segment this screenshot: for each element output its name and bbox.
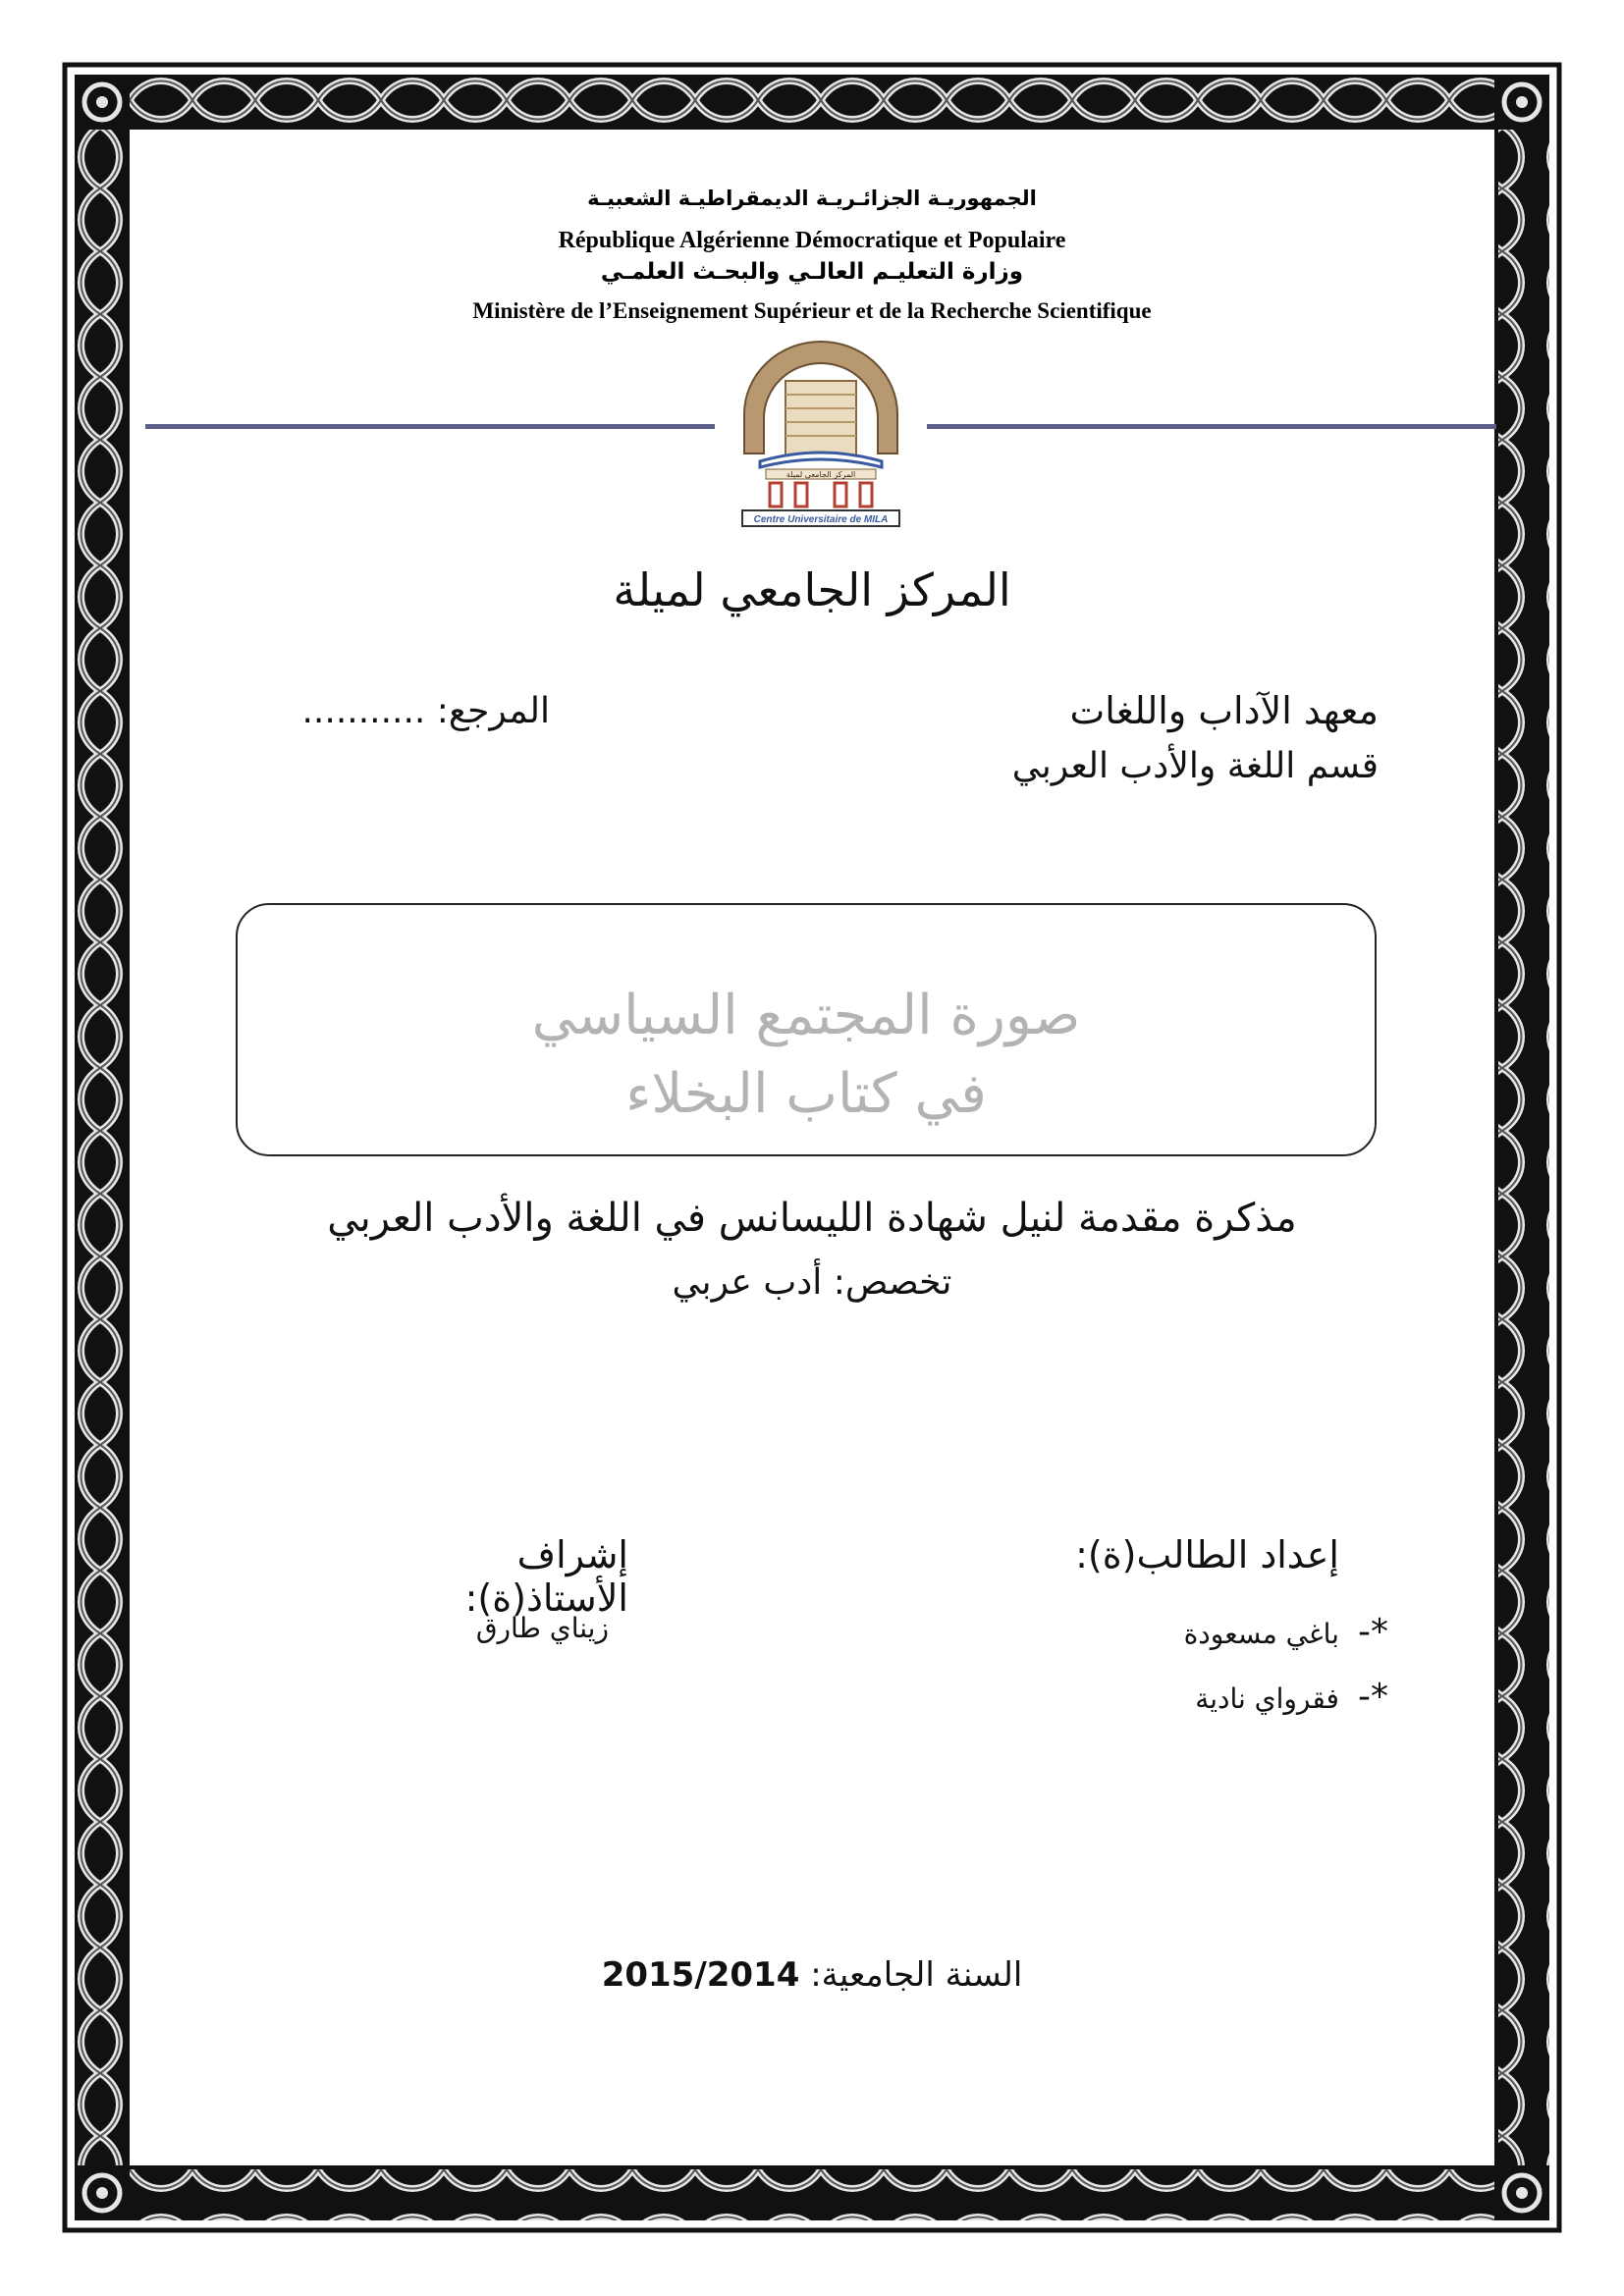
- thesis-title-line1: صورة المجتمع السياسي: [531, 984, 1081, 1047]
- ministry-arabic: وزارة التعليـم العالـي والبحـث العلمـي: [600, 259, 1024, 285]
- university-logo: [732, 338, 909, 528]
- academic-year-label: السنة الجامعية:: [810, 1955, 1023, 1995]
- students-heading: إعداد الطالب(ة):: [1075, 1533, 1339, 1576]
- student-list-item: [897, 1677, 1388, 1717]
- bullet-marker: *-: [1358, 1612, 1388, 1652]
- supervisor-name: زيناي طارق: [475, 1612, 609, 1644]
- academic-year-value: 2015/2014: [601, 1955, 800, 1995]
- republic-arabic: الجمهوريـة الجزائـريـة الديمقراطيـة الشعبيـة: [587, 187, 1037, 210]
- logo-caption: Centre Universitaire de MILA: [753, 514, 889, 525]
- thesis-title-line2: في كتاب البخلاء: [625, 1062, 987, 1126]
- institute-name: معهد الآداب واللغات: [1069, 689, 1379, 732]
- corner-medallion-icon: [75, 2165, 130, 2220]
- thesis-purpose: مذكرة مقدمة لنيل شهادة الليسانس في اللغة والأدب العربي: [327, 1196, 1297, 1241]
- header-rule-left: [145, 424, 715, 429]
- republic-french: République Algérienne Démocratique et Populaire: [558, 228, 1066, 253]
- student-name: فقرواي نادية: [1195, 1682, 1339, 1715]
- institution-name: المركز الجامعي لميلة: [613, 563, 1011, 616]
- bullet-marker: *-: [1358, 1677, 1388, 1717]
- thesis-specialty: تخصص: أدب عربي: [672, 1262, 952, 1303]
- department-name: قسم اللغة والأدب العربي: [1011, 746, 1379, 786]
- corner-medallion-icon: [75, 75, 130, 130]
- logo-banner-text: المركز الجامعي لميلة: [785, 470, 856, 479]
- thesis-title-box: [236, 903, 1377, 1156]
- corner-medallion-icon: [1494, 75, 1549, 130]
- reference-label: المرجع: ...........: [301, 691, 550, 731]
- ministry-french: Ministère de l’Enseignement Supérieur et de la Recherche Scientifique: [472, 298, 1152, 323]
- student-list-item: [897, 1612, 1388, 1652]
- supervisor-heading: إشراف الأستاذ(ة):: [464, 1533, 628, 1620]
- academic-year: [0, 1955, 1624, 1995]
- corner-medallion-icon: [1494, 2165, 1549, 2220]
- header-rule-right: [927, 424, 1496, 429]
- student-name: باغي مسعودة: [1183, 1618, 1339, 1650]
